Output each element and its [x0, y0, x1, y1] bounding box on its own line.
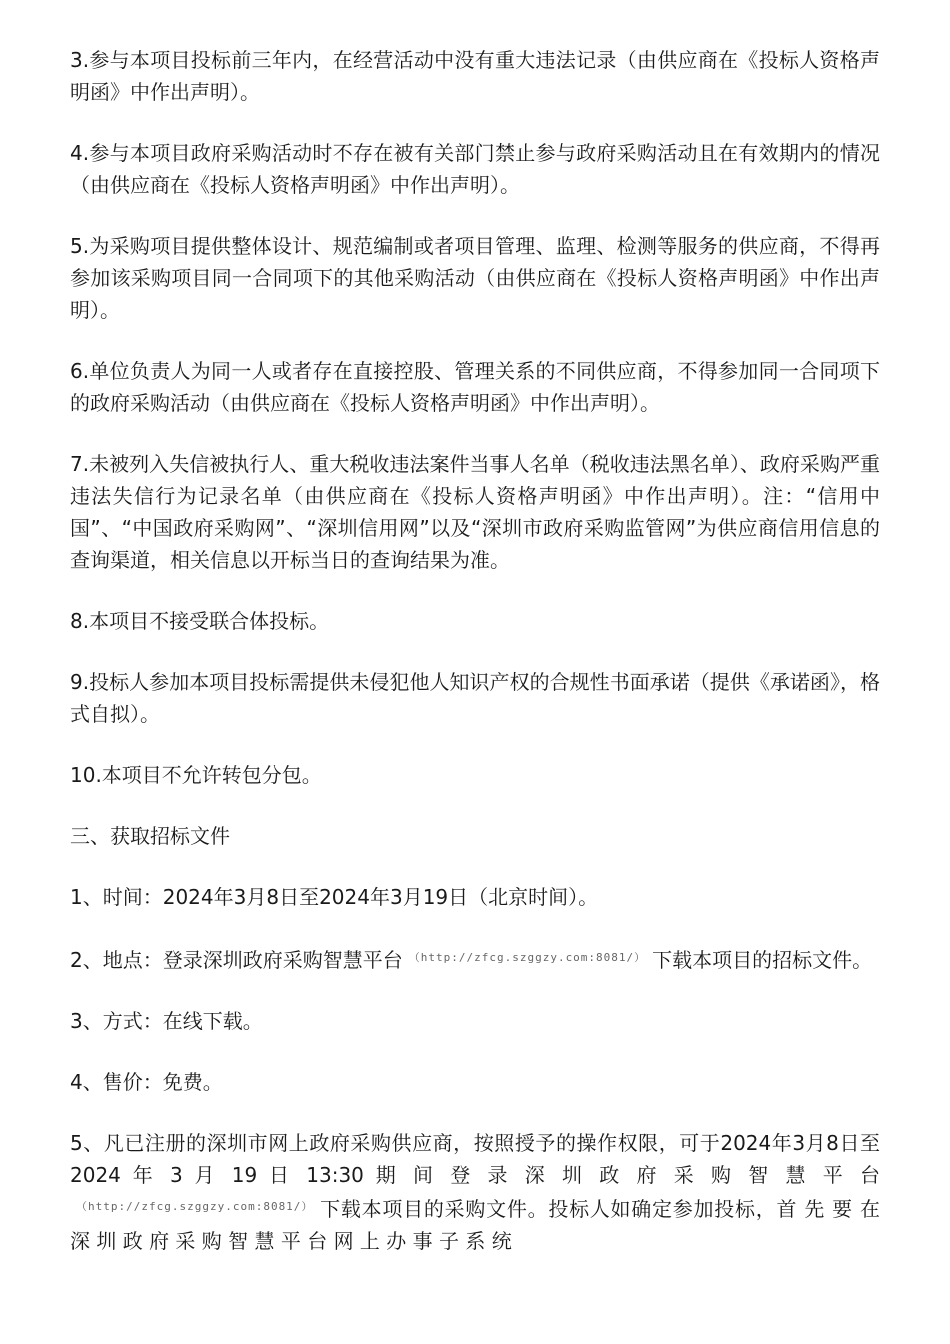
place-text-end: 下载本项目的招标文件。	[652, 948, 873, 972]
section-heading: 三、获取招标文件	[70, 824, 230, 848]
requirement-3: 3.参与本项目投标前三年内，在经营活动中没有重大违法记录（由供应商在《投标人资格声明函》中作出声明）。	[70, 48, 880, 104]
platform-url-link[interactable]: （http://zfcg.szggzy.com:8081/）	[408, 951, 647, 964]
section-registration	[70, 1127, 880, 1257]
section-method: 3、方式：在线下载。	[70, 1009, 263, 1033]
document-page	[70, 44, 880, 1286]
section-place	[70, 942, 880, 976]
requirement-4: 4.参与本项目政府采购活动时不存在被有关部门禁止参与政府采购活动且在有效期内的情况（由供应商在《投标人资格声明函》中作出声明）。	[70, 141, 880, 197]
requirement-7: 7.未被列入失信被执行人、重大税收违法案件当事人名单（税收违法黑名单）、政府采购严重违法失信行为记录名单（由供应商在《投标人资格声明函》中作出声明）。注：“信用中国”、“中国政府采购网”、“深圳信用网”以及“深圳市政府采购监管网”为供应商信用信息的查询渠道，相关信息以开标当日的查询结果为准。	[70, 452, 880, 572]
requirement-8: 8.本项目不接受联合体投标。	[70, 609, 330, 633]
place-text: 2、地点：登录深圳政府采购智慧平台	[70, 948, 403, 972]
requirement-10: 10.本项目不允许转包分包。	[70, 763, 322, 787]
section-time: 1、时间：2024年3月8日至2024年3月19日（北京时间）。	[70, 885, 599, 909]
registration-text-end: 下载本项目的采购文件。投标人如确定参加投标，首 先 要 在 深 圳 政 府 采 购 智 慧 平 台 网 上 办 事 子 系 统	[70, 1197, 880, 1253]
requirement-6: 6.单位负责人为同一人或者存在直接控股、管理关系的不同供应商，不得参加同一合同项下的政府采购活动（由供应商在《投标人资格声明函》中作出声明）。	[70, 359, 880, 415]
registration-text: 5、凡已注册的深圳市网上政府采购供应商，按照授予的操作权限，可于2024年3月8日至 2024 年 3 月 19 日 13:30 期 间 登 录 深 圳 政 府 采 购 智 慧 平 台	[70, 1131, 880, 1187]
requirement-5: 5.为采购项目提供整体设计、规范编制或者项目管理、监理、检测等服务的供应商，不得再参加该采购项目同一合同项下的其他采购活动（由供应商在《投标人资格声明函》中作出声明）。	[70, 234, 880, 322]
requirement-9: 9.投标人参加本项目投标需提供未侵犯他人知识产权的合规性书面承诺（提供《承诺函》，格式自拟）。	[70, 670, 880, 726]
platform-url-link-2[interactable]: （http://zfcg.szggzy.com:8081/）	[76, 1200, 314, 1213]
section-price: 4、售价：免费。	[70, 1070, 223, 1094]
